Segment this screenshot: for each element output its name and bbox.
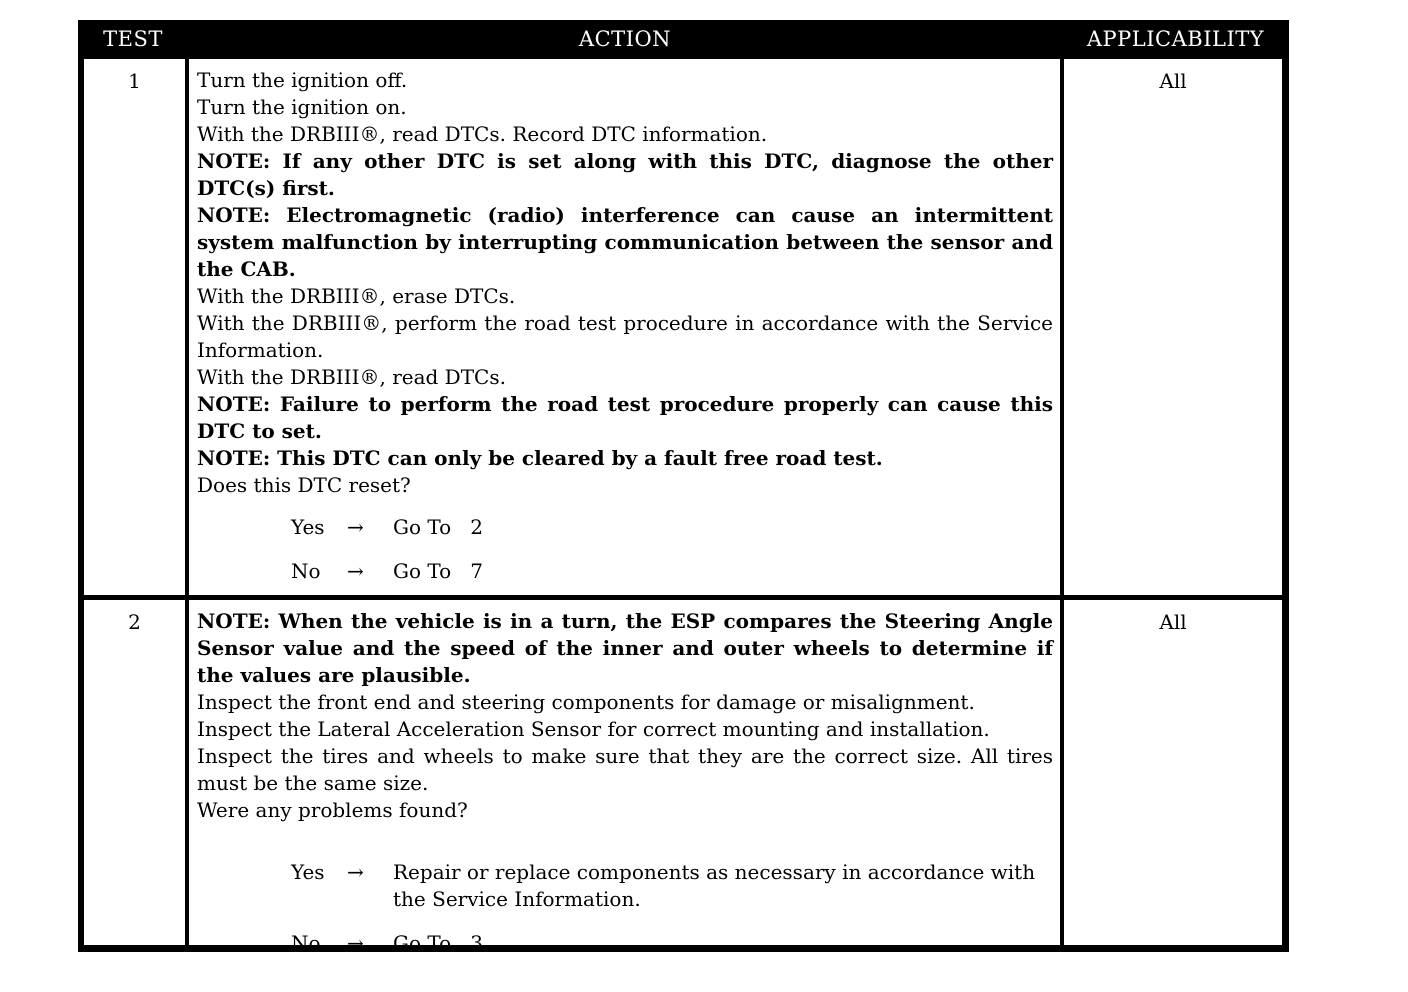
row-1-applicability-cell bbox=[1064, 59, 1282, 595]
question-line: Were any problems found? bbox=[197, 798, 468, 822]
note-line: NOTE: Failure to perform the road test procedure properly can cause this DTC to set. bbox=[197, 392, 1053, 443]
question-line: Does this DTC reset? bbox=[197, 473, 411, 497]
action-text bbox=[197, 67, 1053, 499]
arrow-right-icon: → bbox=[347, 559, 364, 583]
action-line: Inspect the Lateral Acceleration Sensor for correct mounting and installation. bbox=[197, 717, 990, 741]
branch-answer: No bbox=[291, 931, 321, 955]
action-line: Turn the ignition off. bbox=[197, 68, 408, 92]
row-2-applicability-cell bbox=[1064, 600, 1282, 945]
row-1-test-cell bbox=[84, 59, 185, 595]
action-line: With the DRBIII®, perform the road test procedure in accordance with the Service Information. bbox=[197, 311, 1053, 362]
branch-result: Go To 3 bbox=[393, 931, 483, 955]
header-test: TEST bbox=[103, 27, 163, 51]
note-line: NOTE: Electromagnetic (radio) interference can cause an intermittent system malfunction by interrupting communication between the sensor and the CAB. bbox=[197, 203, 1053, 281]
test-number: 2 bbox=[128, 610, 141, 634]
note-line: NOTE: This DTC can only be cleared by a fault free road test. bbox=[197, 446, 883, 470]
branch-answer: Yes bbox=[291, 860, 325, 884]
action-line: Inspect the tires and wheels to make sure that they are the correct size. All tires must be the same size. bbox=[197, 744, 1053, 795]
branch-answer: No bbox=[291, 559, 321, 583]
action-line: With the DRBIII®, read DTCs. Record DTC information. bbox=[197, 122, 768, 146]
branch-result: Repair or replace components as necessary in accordance with the Service Information. bbox=[393, 860, 1036, 911]
action-line: Inspect the front end and steering components for damage or misalignment. bbox=[197, 690, 975, 714]
note-line: NOTE: If any other DTC is set along with this DTC, diagnose the other DTC(s) first. bbox=[197, 149, 1053, 200]
header-applicability: APPLICABILITY bbox=[1086, 27, 1265, 51]
applicability-value: All bbox=[1159, 69, 1187, 93]
branch-result: Go To 2 bbox=[393, 515, 483, 539]
branch-result: Go To 7 bbox=[393, 559, 483, 583]
action-line: With the DRBIII®, read DTCs. bbox=[197, 365, 506, 389]
row-1-action-cell bbox=[189, 59, 1060, 595]
action-line: Turn the ignition on. bbox=[197, 95, 407, 119]
header-action: ACTION bbox=[578, 27, 672, 51]
action-text bbox=[197, 608, 1053, 824]
row-2-test-cell bbox=[84, 600, 185, 945]
action-line: With the DRBIII®, erase DTCs. bbox=[197, 284, 516, 308]
arrow-right-icon: → bbox=[347, 515, 364, 539]
arrow-right-icon: → bbox=[347, 931, 364, 955]
applicability-value: All bbox=[1159, 610, 1187, 634]
arrow-right-icon: → bbox=[347, 860, 364, 884]
row-2-action-cell bbox=[189, 600, 1060, 955]
diagnostic-table bbox=[78, 20, 1289, 955]
test-number: 1 bbox=[128, 69, 141, 93]
branch-answer: Yes bbox=[291, 515, 325, 539]
note-line: NOTE: When the vehicle is in a turn, the ESP compares the Steering Angle Sensor value and the speed of the inner and outer wheels to determine if the values are plausible. bbox=[197, 609, 1053, 687]
